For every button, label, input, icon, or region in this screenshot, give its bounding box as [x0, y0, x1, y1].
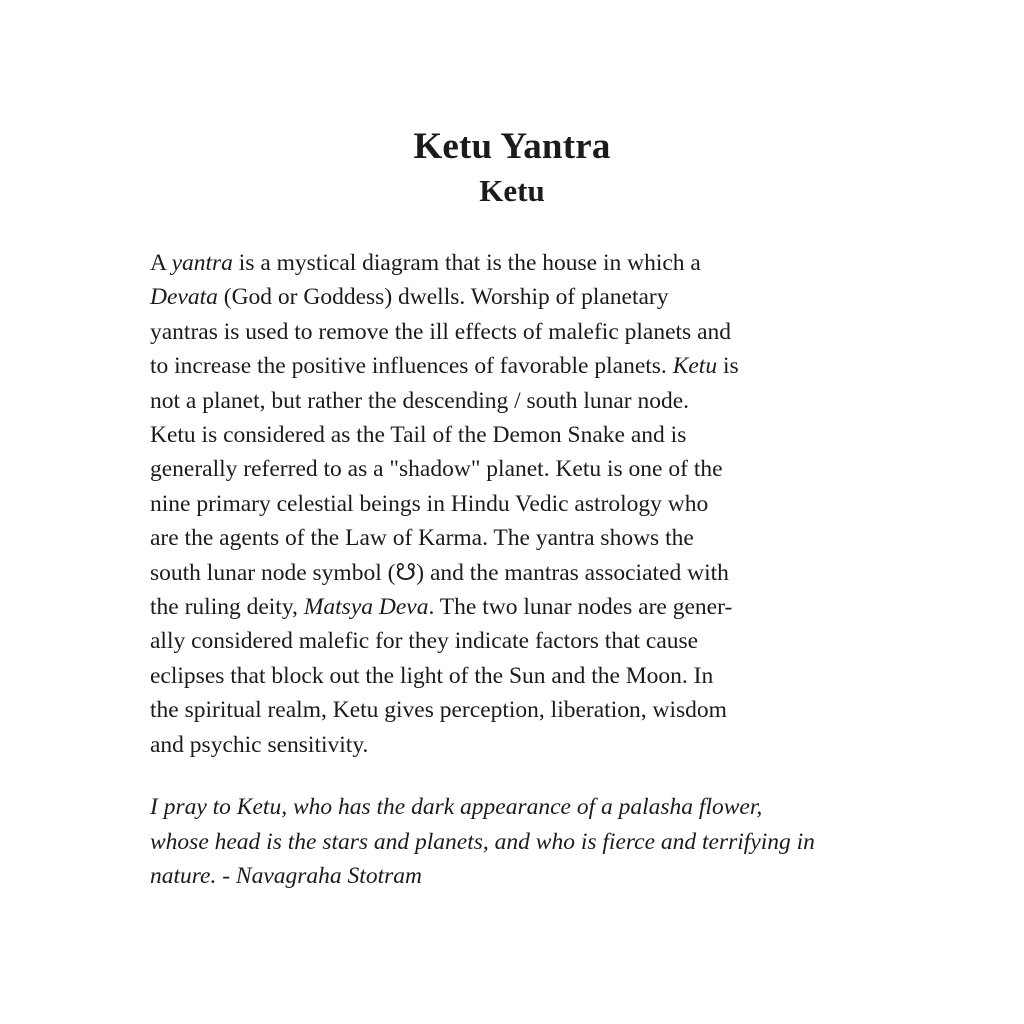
body-text-segment: Ketu is considered as the Tail of the Demon Snake and is	[150, 422, 687, 449]
body-line	[150, 693, 878, 727]
body-paragraph	[150, 246, 878, 762]
body-line	[150, 280, 878, 314]
page-title: Ketu Yantra	[413, 126, 611, 167]
body-text-segment: eclipses that block out the light of the Sun and the Moon. In	[150, 662, 714, 689]
body-text-segment: to increase the positive influences of favorable planets.	[150, 353, 673, 380]
body-line	[150, 349, 878, 383]
body-line	[150, 246, 878, 280]
body-text-segment: ally considered malefic for they indicate factors that cause	[150, 628, 699, 655]
body-text-segment: generally referred to as a "shadow" planet. Ketu is one of the	[150, 456, 723, 483]
body-text-segment: the ruling deity,	[150, 594, 304, 621]
body-emphasis: Matsya Deva	[303, 594, 429, 621]
body-text-segment: nine primary celestial beings in Hindu Vedic astrology who	[150, 490, 709, 517]
body-text-segment: is	[717, 353, 739, 380]
body-line	[150, 556, 878, 590]
body-line	[150, 452, 878, 486]
body-text-segment: the spiritual realm, Ketu gives perception, liberation, wisdom	[150, 697, 727, 724]
body-line	[150, 315, 878, 349]
body-text-segment: yantras is used to remove the ill effects of malefic planets and	[150, 318, 731, 345]
page-subtitle: Ketu	[479, 173, 545, 208]
body-text-segment: and psychic sensitivity.	[150, 731, 369, 758]
body-line	[150, 521, 878, 555]
quote-line: I pray to Ketu, who has the dark appearance of a palasha flower,	[150, 794, 763, 820]
body-text-segment: (God or Goddess) dwells. Worship of planetary	[217, 284, 669, 311]
body-text-segment: are the agents of the Law of Karma. The yantra shows the	[150, 525, 694, 552]
body-emphasis: yantra	[171, 250, 233, 276]
body-text-segment: south lunar node symbol (☋) and the mantras associated with	[150, 559, 729, 586]
body-line	[150, 590, 878, 624]
quote-block	[150, 790, 878, 894]
body-emphasis: Ketu	[672, 353, 718, 380]
body-text-segment: is a mystical diagram that is the house in which a	[232, 250, 701, 276]
quote-line: nature. - Navagraha Stotram	[150, 863, 422, 889]
body-text-segment: not a planet, but rather the descending / south lunar node.	[150, 387, 690, 414]
body-line	[150, 728, 878, 762]
body-line	[150, 384, 878, 418]
quote-line: whose head is the stars and planets, and who is fierce and terrifying in	[150, 828, 815, 855]
body-line	[150, 487, 878, 521]
body-line	[150, 418, 878, 452]
body-line	[150, 624, 878, 658]
body-text-segment: . The two lunar nodes are gener-	[428, 594, 733, 621]
body-emphasis: Devata	[150, 284, 218, 311]
body-text-segment: A	[150, 250, 172, 276]
body-line	[150, 659, 878, 693]
